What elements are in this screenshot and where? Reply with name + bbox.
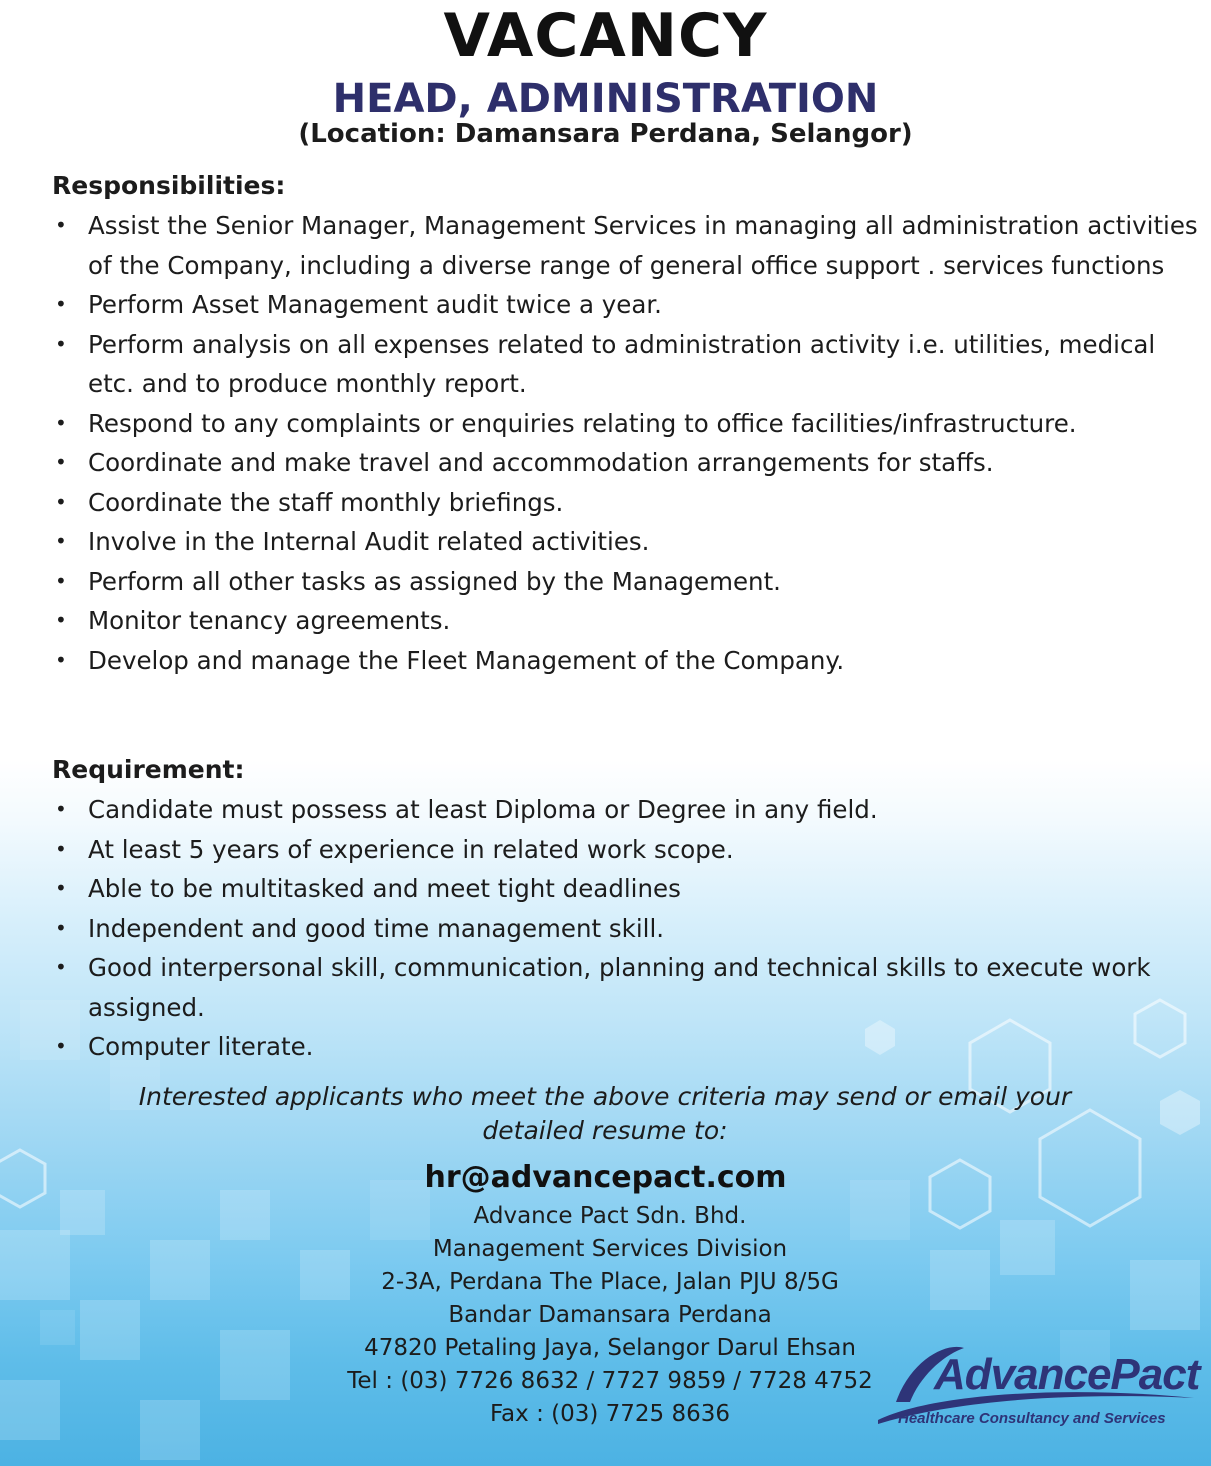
fax-number: Fax : (03) 7725 8636 — [489, 1401, 731, 1427]
bullet-icon: • — [55, 1034, 67, 1058]
company-name: Advance Pact Sdn. Bhd. — [473, 1203, 747, 1229]
division-name: Management Services Division — [432, 1236, 788, 1262]
bullet-icon: • — [55, 489, 67, 514]
bullet-icon: • — [55, 331, 67, 356]
bullet-icon: • — [55, 568, 67, 593]
bullet-icon: • — [55, 955, 67, 979]
requirement-heading: Requirement: — [52, 755, 245, 784]
bullet-icon: • — [55, 213, 67, 237]
job-location: (Location: Damansara Perdana, Selangor) — [298, 119, 913, 149]
bullet-icon: • — [55, 450, 67, 474]
list-item: • Coordinate and make travel and accommodation arrangements for staffs. — [52, 443, 1202, 483]
list-item: • Assist the Senior Manager, Management Services in managing all administration activities of the Company, including a diverse range of general office support . services functions — [52, 206, 1202, 285]
bullet-icon: • — [55, 915, 67, 940]
list-item: • Develop and manage the Fleet Management of the Company. — [52, 641, 1202, 681]
list-item: • Independent and good time management skill. — [52, 909, 1202, 949]
address-line-2: Bandar Damansara Perdana — [448, 1302, 772, 1328]
list-item: • Involve in the Internal Audit related activities. — [52, 522, 1202, 562]
application-email-link[interactable]: hr@advancepact.com — [424, 1160, 787, 1195]
logo-tagline: Healthcare Consultancy and Services — [898, 1410, 1166, 1427]
list-item: • Able to be multitasked and meet tight deadlines — [52, 869, 1202, 909]
telephone-numbers: Tel : (03) 7726 8632 / 7727 9859 / 7728 4752 — [347, 1368, 873, 1394]
bullet-icon: • — [55, 410, 67, 435]
application-instructions: Interested applicants who meet the above criteria may send or email your detailed resume to: — [138, 1082, 1072, 1145]
position-title: HEAD, ADMINISTRATION — [332, 76, 879, 122]
list-item: • Monitor tenancy agreements. — [52, 601, 1202, 641]
list-item: • Computer literate. — [52, 1027, 1202, 1067]
address-line-3: 47820 Petaling Jaya, Selangor Darul Ehsan — [364, 1335, 856, 1361]
list-item: • Candidate must possess at least Diploma or Degree in any field. — [52, 790, 1202, 830]
bullet-icon: • — [55, 292, 67, 316]
responsibilities-heading: Responsibilities: — [52, 171, 286, 200]
advancepact-logo — [876, 1340, 1200, 1440]
requirement-list — [52, 790, 1202, 1067]
list-item: • Respond to any complaints or enquiries relating to office facilities/infrastructure. — [52, 404, 1202, 444]
bullet-icon: • — [55, 529, 67, 553]
list-item: • Good interpersonal skill, communication, planning and technical skills to execute work assigned. — [52, 948, 1202, 1027]
bullet-icon: • — [55, 836, 67, 861]
list-item: • Coordinate the staff monthly briefings. — [52, 483, 1202, 523]
bullet-icon: • — [55, 608, 67, 632]
bullet-icon: • — [55, 797, 67, 821]
list-item: • Perform Asset Management audit twice a year. — [52, 285, 1202, 325]
address-line-1: 2-3A, Perdana The Place, Jalan PJU 8/5G — [381, 1269, 839, 1295]
list-item: • Perform analysis on all expenses related to administration activity i.e. utilities, medical etc. and to produce monthly report. — [52, 325, 1202, 404]
list-item: • Perform all other tasks as assigned by the Management. — [52, 562, 1202, 602]
bullet-icon: • — [55, 876, 67, 900]
vacancy-title: VACANCY — [443, 1, 768, 71]
bullet-icon: • — [55, 647, 67, 672]
list-item: • At least 5 years of experience in related work scope. — [52, 830, 1202, 870]
contact-address-block — [310, 1200, 910, 1431]
logo-wordmark: AdvancePact — [934, 1350, 1200, 1399]
responsibilities-list — [52, 206, 1202, 680]
